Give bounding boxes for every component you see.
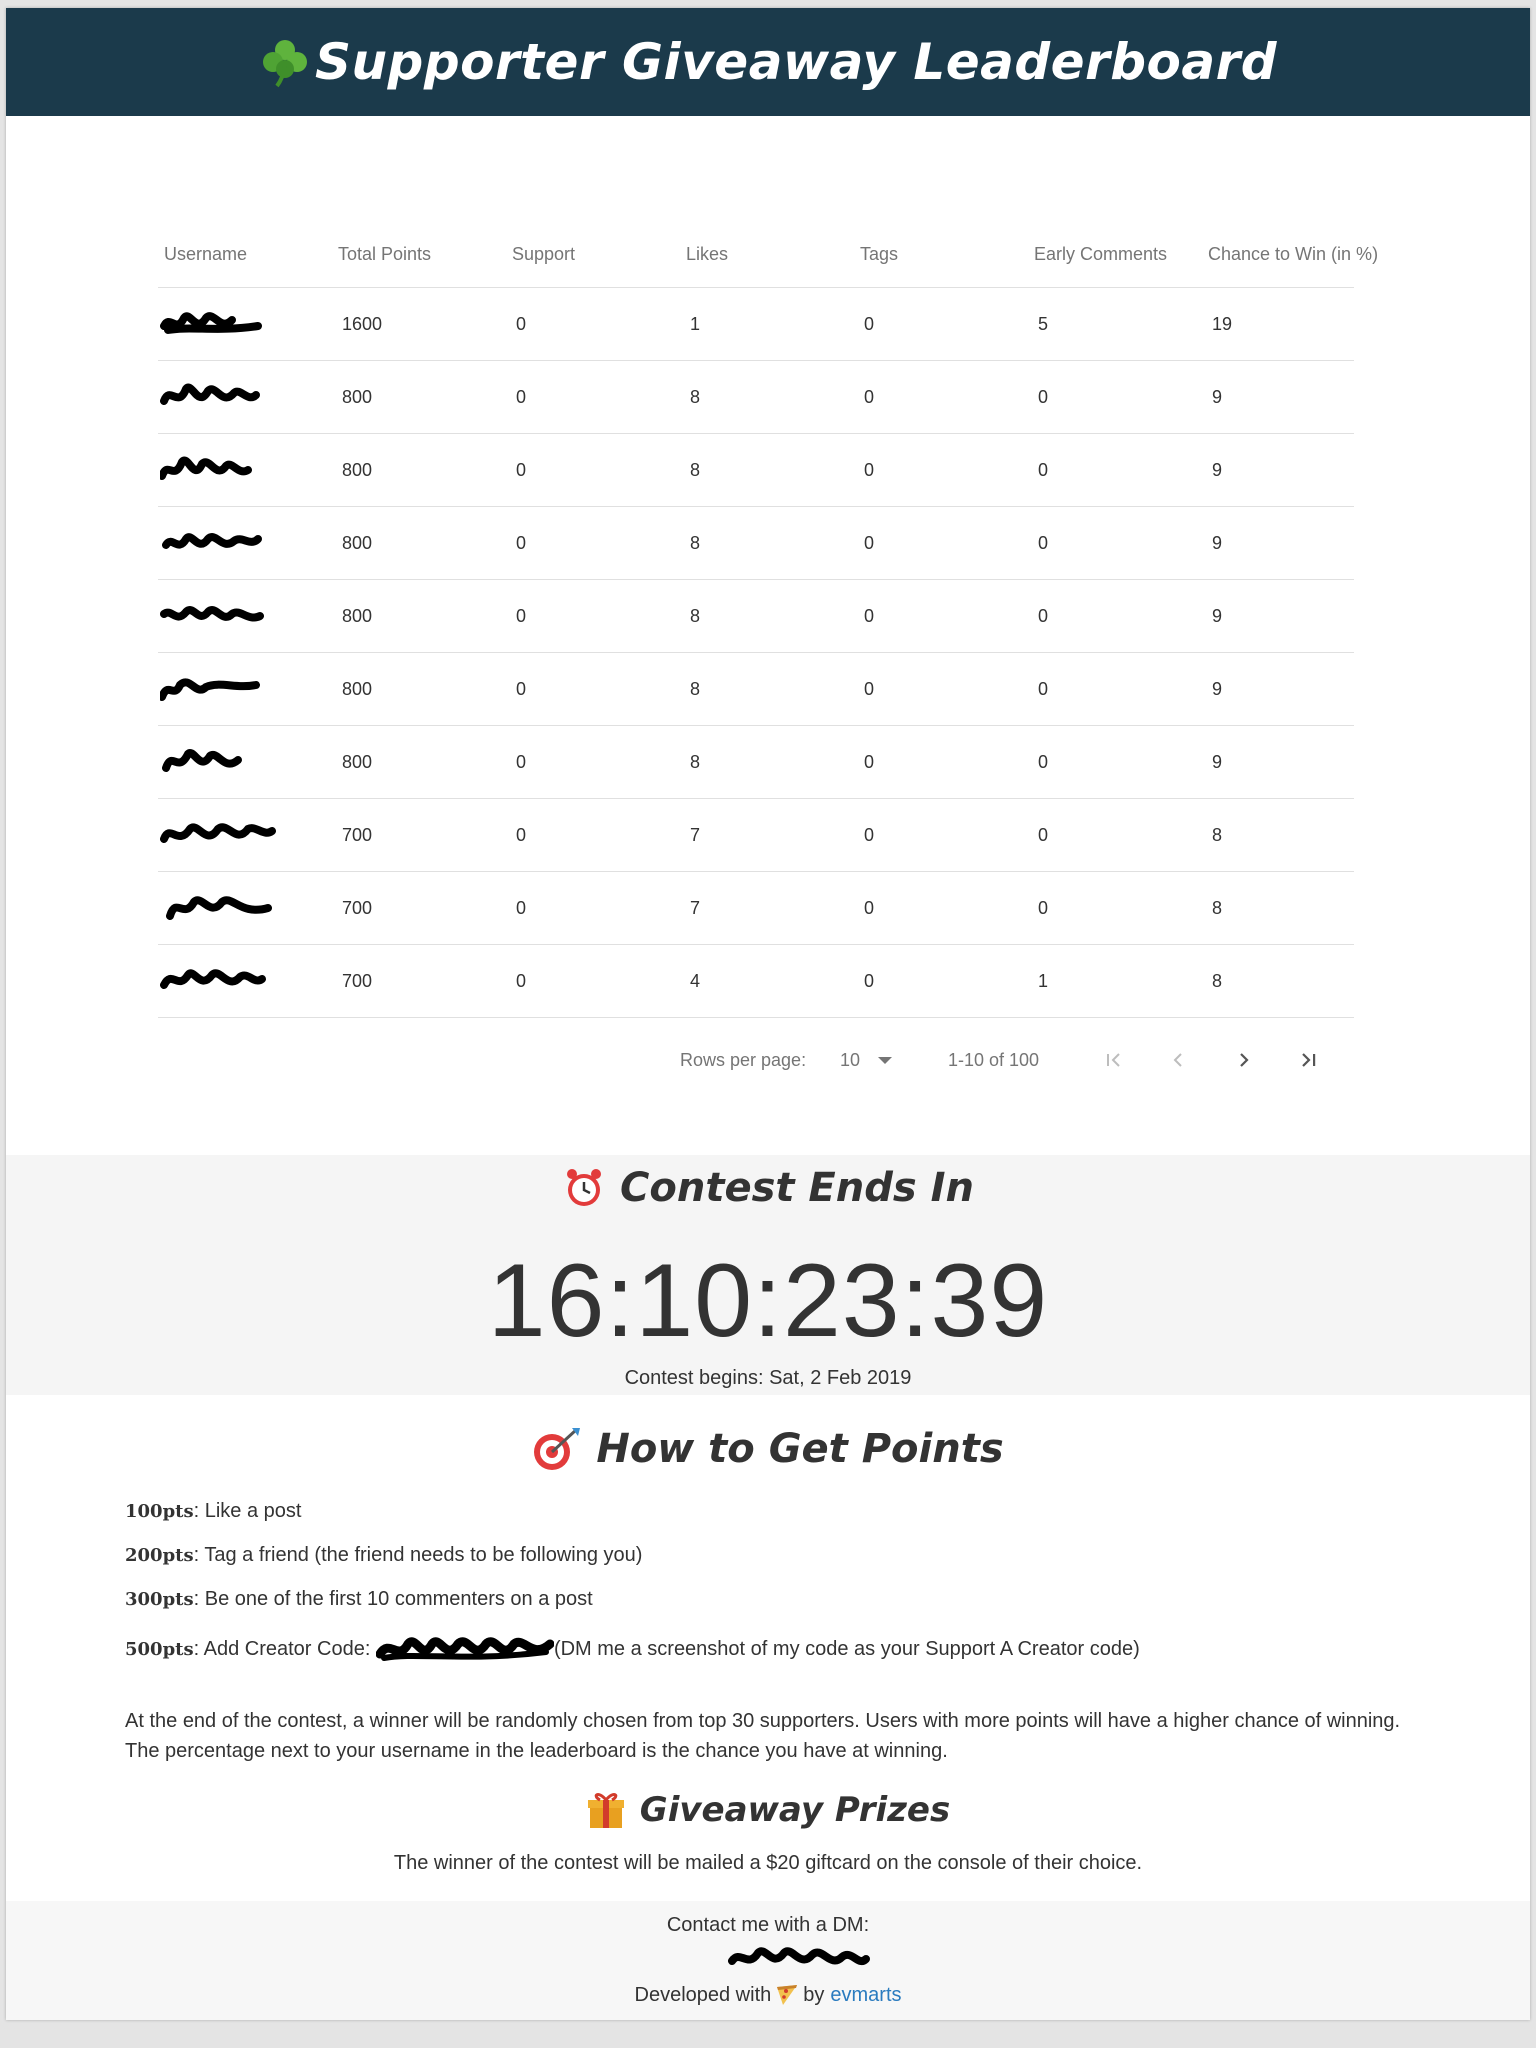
previous-page-button[interactable] bbox=[1156, 1038, 1200, 1082]
prizes-description: The winner of the contest will be mailed a $20 giftcard on the console of their choice. bbox=[393, 1852, 1143, 1874]
points-description: : Tag a friend (the friend needs to be following you) bbox=[193, 1544, 643, 1566]
cell-points: 700 bbox=[332, 872, 506, 945]
cell-early: 0 bbox=[1028, 434, 1202, 507]
page-title bbox=[259, 33, 1277, 91]
cell-chance: 9 bbox=[1202, 653, 1354, 726]
cell-support: 0 bbox=[506, 361, 680, 434]
developed-with-text: Developed with bbox=[634, 1983, 772, 2006]
cell-tags: 0 bbox=[854, 434, 1028, 507]
username-cell bbox=[158, 653, 332, 726]
caret-down-icon bbox=[878, 1057, 892, 1064]
target-icon bbox=[532, 1426, 582, 1472]
cell-chance: 8 bbox=[1202, 872, 1354, 945]
redacted-creator-code bbox=[376, 1632, 554, 1666]
cell-likes: 8 bbox=[680, 507, 854, 580]
points-list bbox=[125, 1500, 1425, 1687]
cell-tags: 0 bbox=[854, 507, 1028, 580]
cell-tags: 0 bbox=[854, 872, 1028, 945]
contest-begins-text: Contest begins: Sat, 2 Feb 2019 bbox=[624, 1367, 912, 1389]
countdown-section bbox=[6, 1155, 1530, 1395]
countdown-timer: 16:10:23:39 bbox=[487, 1243, 1049, 1359]
alarm-clock-icon bbox=[562, 1166, 606, 1210]
cell-early: 0 bbox=[1028, 872, 1202, 945]
column-header-likes[interactable]: Likes bbox=[680, 221, 854, 288]
cell-chance: 9 bbox=[1202, 361, 1354, 434]
table-row[interactable] bbox=[158, 799, 1354, 872]
developed-by bbox=[6, 1983, 1530, 2007]
table-row[interactable] bbox=[158, 434, 1354, 507]
username-cell bbox=[158, 507, 332, 580]
how-to-title bbox=[6, 1426, 1530, 1472]
cell-points: 1600 bbox=[332, 288, 506, 361]
cell-points: 700 bbox=[332, 945, 506, 1018]
cell-support: 0 bbox=[506, 653, 680, 726]
page-sheet bbox=[6, 8, 1530, 2020]
footer bbox=[6, 1901, 1530, 2020]
redacted-username bbox=[160, 744, 276, 780]
header-bar bbox=[6, 8, 1530, 116]
cell-chance: 9 bbox=[1202, 580, 1354, 653]
prizes-title bbox=[6, 1790, 1530, 1830]
cell-likes: 8 bbox=[680, 726, 854, 799]
cell-early: 0 bbox=[1028, 580, 1202, 653]
points-description: : Be one of the first 10 commenters on a post bbox=[193, 1588, 593, 1610]
cell-points: 800 bbox=[332, 653, 506, 726]
points-item bbox=[125, 1500, 1425, 1523]
column-header-total-points[interactable]: Total Points bbox=[332, 221, 506, 288]
redacted-username bbox=[160, 306, 276, 342]
username-cell bbox=[158, 361, 332, 434]
cell-support: 0 bbox=[506, 580, 680, 653]
cell-points: 800 bbox=[332, 580, 506, 653]
column-header-tags[interactable]: Tags bbox=[854, 221, 1028, 288]
points-description: : Like a post bbox=[193, 1500, 302, 1522]
cell-likes: 8 bbox=[680, 361, 854, 434]
cell-tags: 0 bbox=[854, 945, 1028, 1018]
points-item bbox=[125, 1588, 1425, 1611]
cell-support: 0 bbox=[506, 434, 680, 507]
cell-points: 700 bbox=[332, 799, 506, 872]
cell-chance: 8 bbox=[1202, 799, 1354, 872]
cell-likes: 8 bbox=[680, 653, 854, 726]
first-page-button[interactable] bbox=[1092, 1038, 1136, 1082]
cell-likes: 7 bbox=[680, 872, 854, 945]
last-page-button[interactable] bbox=[1286, 1038, 1330, 1082]
cell-support: 0 bbox=[506, 726, 680, 799]
table-row[interactable] bbox=[158, 507, 1354, 580]
countdown-title bbox=[6, 1165, 1530, 1211]
cell-early: 0 bbox=[1028, 507, 1202, 580]
rows-per-page-value: 10 bbox=[840, 1050, 861, 1070]
cell-chance: 19 bbox=[1202, 288, 1354, 361]
table-header-row bbox=[158, 221, 1354, 288]
pagination-range: 1-10 of 100 bbox=[948, 1050, 1040, 1070]
cell-support: 0 bbox=[506, 872, 680, 945]
rows-per-page-select[interactable] bbox=[840, 1050, 892, 1071]
username-cell bbox=[158, 945, 332, 1018]
gift-icon bbox=[586, 1790, 626, 1830]
cell-chance: 9 bbox=[1202, 434, 1354, 507]
table-row[interactable] bbox=[158, 726, 1354, 799]
column-header-early-comments[interactable]: Early Comments bbox=[1028, 221, 1202, 288]
prizes-title-text: Giveaway Prizes bbox=[639, 1790, 951, 1830]
cell-likes: 8 bbox=[680, 580, 854, 653]
points-description: : Add Creator Code: bbox=[193, 1637, 376, 1660]
redacted-username bbox=[160, 671, 276, 707]
shamrock-icon bbox=[259, 36, 311, 88]
next-page-button[interactable] bbox=[1222, 1038, 1266, 1082]
cell-chance: 9 bbox=[1202, 507, 1354, 580]
cell-points: 800 bbox=[332, 434, 506, 507]
rows-per-page-label: Rows per page: bbox=[680, 1050, 807, 1070]
username-cell bbox=[158, 580, 332, 653]
username-cell bbox=[158, 434, 332, 507]
cell-likes: 8 bbox=[680, 434, 854, 507]
points-value: 300pts bbox=[125, 1589, 194, 1610]
cell-chance: 9 bbox=[1202, 726, 1354, 799]
points-value: 100pts bbox=[125, 1501, 194, 1522]
table-row[interactable] bbox=[158, 872, 1354, 945]
redacted-username bbox=[160, 598, 276, 634]
column-header-chance-to-win[interactable]: Chance to Win (in %) bbox=[1202, 221, 1354, 288]
first-page-icon bbox=[1102, 1048, 1126, 1072]
cell-likes: 4 bbox=[680, 945, 854, 1018]
redacted-username bbox=[160, 452, 276, 488]
cell-likes: 7 bbox=[680, 799, 854, 872]
redacted-username bbox=[160, 525, 276, 561]
table-row[interactable] bbox=[158, 288, 1354, 361]
cell-support: 0 bbox=[506, 507, 680, 580]
username-cell bbox=[158, 288, 332, 361]
table-row[interactable] bbox=[158, 945, 1354, 1018]
column-header-support[interactable]: Support bbox=[506, 221, 680, 288]
cell-early: 0 bbox=[1028, 653, 1202, 726]
table-row[interactable] bbox=[158, 653, 1354, 726]
cell-tags: 0 bbox=[854, 799, 1028, 872]
username-cell bbox=[158, 799, 332, 872]
redacted-username bbox=[160, 890, 276, 926]
cell-points: 800 bbox=[332, 726, 506, 799]
cell-chance: 8 bbox=[1202, 945, 1354, 1018]
username-cell bbox=[158, 872, 332, 945]
username-cell bbox=[158, 726, 332, 799]
chevron-right-icon bbox=[1232, 1048, 1256, 1072]
points-value: 200pts bbox=[125, 1545, 194, 1566]
points-item bbox=[125, 1544, 1425, 1567]
cell-likes: 1 bbox=[680, 288, 854, 361]
cell-early: 0 bbox=[1028, 799, 1202, 872]
cell-support: 0 bbox=[506, 945, 680, 1018]
pagination bbox=[158, 1026, 1354, 1096]
points-item bbox=[125, 1632, 1425, 1666]
cell-points: 800 bbox=[332, 507, 506, 580]
cell-tags: 0 bbox=[854, 288, 1028, 361]
cell-tags: 0 bbox=[854, 361, 1028, 434]
page-title-text: Supporter Giveaway Leaderboard bbox=[314, 33, 1278, 91]
table-row[interactable] bbox=[158, 580, 1354, 653]
table-row[interactable] bbox=[158, 361, 1354, 434]
cell-early: 5 bbox=[1028, 288, 1202, 361]
chevron-left-icon bbox=[1166, 1048, 1190, 1072]
how-to-title-text: How to Get Points bbox=[596, 1426, 1004, 1472]
points-description-suffix: (DM me a screenshot of my code as your Support A Creator code) bbox=[553, 1637, 1140, 1660]
column-header-username[interactable]: Username bbox=[158, 221, 332, 288]
redacted-username bbox=[160, 963, 276, 999]
cell-early: 0 bbox=[1028, 726, 1202, 799]
developed-by-text: by bbox=[803, 1983, 825, 2006]
pizza-icon bbox=[775, 1983, 799, 2007]
redacted-username bbox=[160, 817, 276, 853]
contest-rules-paragraph: At the end of the contest, a winner will be randomly chosen from top 30 supporters. Users with more points will have a higher chance of winning. The percentage next to your username in the leaderboard is the chance you have at winning. bbox=[125, 1710, 1401, 1762]
cell-tags: 0 bbox=[854, 726, 1028, 799]
cell-early: 1 bbox=[1028, 945, 1202, 1018]
points-value: 500pts bbox=[125, 1638, 194, 1660]
author-link[interactable]: evmarts bbox=[830, 1983, 902, 2006]
redacted-username bbox=[160, 379, 276, 415]
cell-early: 0 bbox=[1028, 361, 1202, 434]
countdown-title-text: Contest Ends In bbox=[620, 1165, 974, 1211]
cell-support: 0 bbox=[506, 799, 680, 872]
redacted-contact-handle bbox=[726, 1941, 872, 1977]
cell-tags: 0 bbox=[854, 580, 1028, 653]
cell-tags: 0 bbox=[854, 653, 1028, 726]
leaderboard-table bbox=[158, 221, 1379, 1018]
contact-text: Contact me with a DM: bbox=[666, 1914, 870, 1936]
cell-support: 0 bbox=[506, 288, 680, 361]
cell-points: 800 bbox=[332, 361, 506, 434]
last-page-icon bbox=[1296, 1048, 1320, 1072]
